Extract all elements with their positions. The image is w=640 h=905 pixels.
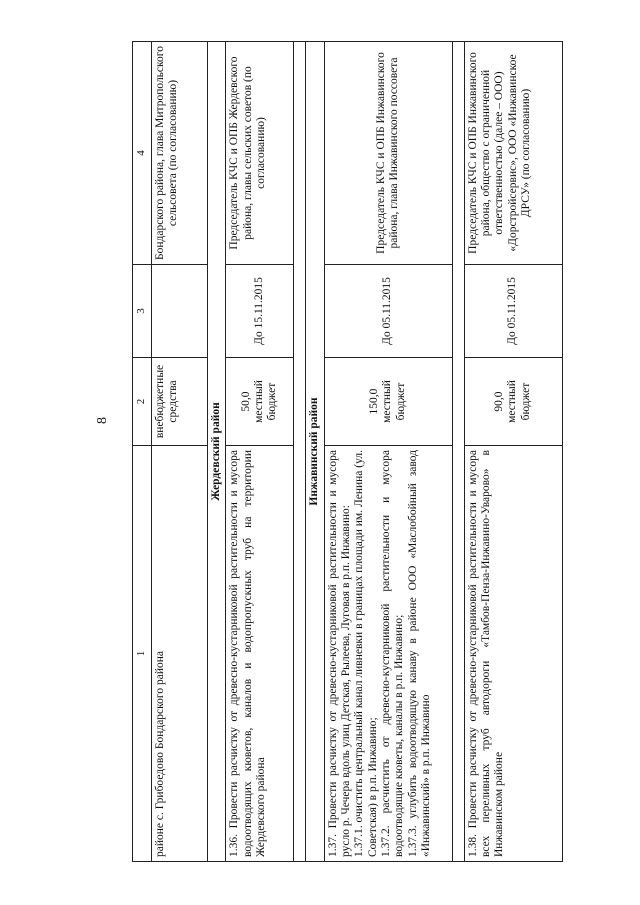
deadline-cell: До 15.11.2015 [226,265,294,358]
responsible-cell: Председатель КЧС и ОПБ Жердевского района, главы сельских советов (по согласованию) [226,42,294,265]
amount: 50,0 [239,391,252,412]
measure-subitem-1: 1.37.1. очистить центральный канал ливневки в границах площади им. Ленина (ул. Советская) в р.п. Инжавино; [353,450,379,857]
table-row-continuation [152,42,208,862]
funding-source: внебюджетные средства [152,358,208,446]
measures-table [132,41,563,862]
column-number-1: 1 [133,446,152,862]
responsible-cell: Председатель КЧС и ОПБ Инжавинского района, глава Инжавинского поссовета [324,42,452,265]
measure-text: 1.37. Провести расчистку от древесно-кустарниковой растительности и мусора русло р. Чечера вдоль улиц Детская, Рылеева, Луговая в р.п. Инжавино: [326,450,352,857]
measure-subitem-3: 1.37.3. углубить водоотводящую канаву в районе ООО «Маслобойный завод «Инжавинский» в р.п. Инжавино [406,450,432,857]
measure-text: районе с. Грибоедово Бондарского района [152,446,208,862]
column-number-2: 2 [133,358,152,446]
table-row-1-37 [324,42,452,862]
deadline-cell: До 05.11.2015 [324,265,452,358]
measure-subitem-2: 1.37.2. расчистить от древесно-кустарниковой растительности и мусора водоотводящие кюветы, каналы в р.п. Инжавино; [379,450,406,857]
column-number-3: 3 [133,265,152,358]
funding-source: местный бюджет [253,380,279,423]
deadline-cell [152,265,208,358]
column-number-4: 4 [133,42,152,265]
responsible-cell: Бондарского района, глава Митропольского сельсовета (по согласованию) [152,42,208,265]
table-row-1-36 [226,42,294,862]
section-heading-zherdevsky: Жердевский район [208,42,226,862]
deadline-cell: До 05.11.2015 [464,265,562,358]
page-number: 8 [95,417,110,424]
funding-source: местный бюджет [381,380,407,423]
rotated-document-table [132,42,535,862]
table-header-row [133,42,152,862]
funding-cell [464,358,562,446]
funding-source: местный бюджет [506,380,532,423]
table-row-1-38 [464,42,562,862]
measure-text: 1.36. Провести расчистку от древесно-кустарниковой растительности и мусора водоотводящих кюветов, каналов и водопропускных труб на территории Жердевского района [226,446,294,862]
measure-text: 1.38. Провести расчистку от древесно-кустарниковой растительности и мусора всех переливных труб автодороги «Тамбов-Пенза-Инжавино-Уварово» в Инжавинском районе [464,446,562,862]
responsible-cell: Председатель КЧС и ОПБ Инжавинского района, общество с ограниченной ответственностью (далее – ООО) «Дорстройсервис», ООО «Инжавинское ДРСУ» (по согласованию) [464,42,562,265]
amount: 90,0 [493,391,506,412]
amount: 150,0 [368,388,381,415]
row-gap [452,42,464,862]
measure-text-block [324,446,452,862]
funding-cell [226,358,294,446]
section-heading-inzhavinsky: Инжавинский район [306,42,324,862]
funding-cell [324,358,452,446]
row-gap [294,42,306,862]
